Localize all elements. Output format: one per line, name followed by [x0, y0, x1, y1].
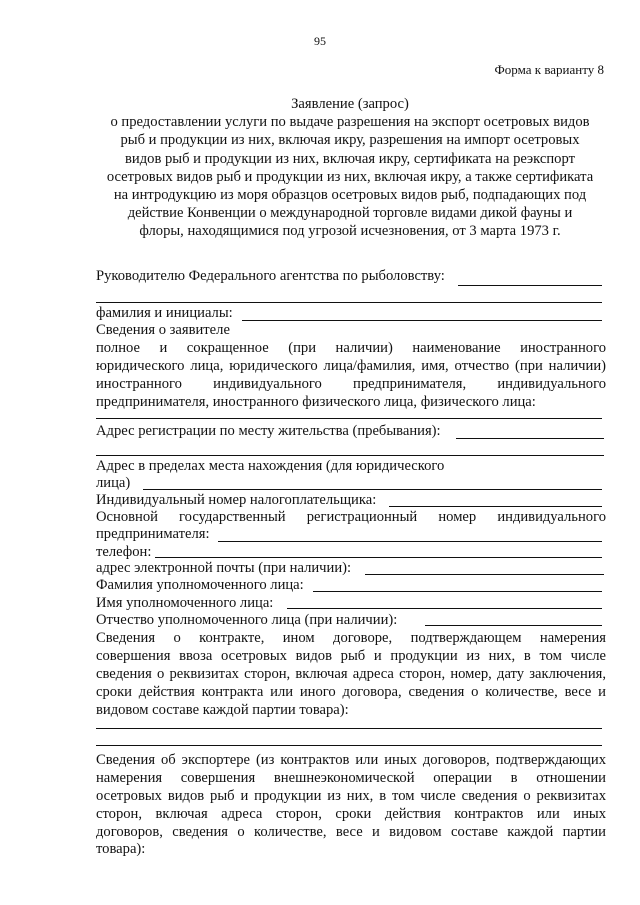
phone-label: телефон: — [96, 544, 152, 560]
title-line: осетровых видов рыб и продукции из них, включая икру, а также сертификата — [106, 168, 594, 185]
document-title — [70, 95, 630, 241]
title-line: флоры, находящимися под угрозой исчезновения, от 3 марта 1973 г. — [139, 223, 561, 240]
email-label: адрес электронной почты (при наличии): — [96, 560, 352, 576]
contract-field[interactable] — [96, 728, 602, 729]
exporter-line: договоров, сведения о количестве, весе и видовом составе каждой партии — [96, 824, 606, 840]
location-address-label-cont: лица) — [96, 475, 131, 491]
rep-surname-field[interactable] — [313, 591, 602, 592]
location-address-label: Адрес в пределах места нахождения (для юридического — [96, 458, 445, 474]
applicant-desc-line: предпринимателя, иностранного физического лица, физического лица: — [96, 394, 536, 410]
title-line: Заявление (запрос) — [291, 96, 409, 112]
email-field[interactable] — [365, 574, 604, 575]
exporter-line: сторон, включая адреса сторон, сроки действия контрактов или иных — [96, 806, 606, 822]
exporter-line: товара): — [96, 841, 146, 857]
title-line: о предоставлении услуги по выдаче разрешения на экспорт осетровых видов — [110, 114, 590, 131]
fio-label: фамилия и инициалы: — [96, 305, 233, 321]
title-line: рыб и продукции из них, включая икру, разрешения на импорт осетровых — [120, 132, 580, 149]
exporter-line: осетровых видов рыб и продукции из них, в том числе сведения о реквизитах — [96, 788, 606, 804]
rep-patronymic-field[interactable] — [425, 625, 602, 626]
applicant-desc-line: юридического лица, юридического лица/фамилия, имя, отчество (при наличии) — [96, 358, 606, 374]
ogrnip-label-cont: предпринимателя: — [96, 526, 210, 542]
rep-patronymic-label: Отчество уполномоченного лица (при наличии): — [96, 612, 398, 628]
contract-field-continued[interactable] — [96, 745, 602, 746]
page-number: 95 — [314, 34, 326, 48]
applicant-desc-line: иностранного индивидуального предпринимателя, индивидуального — [96, 376, 606, 392]
contract-line: совершения ввоза осетровых видов рыб и продукции из них, в том числе — [96, 648, 606, 664]
contract-line: Сведения о контракте, ином договоре, подтверждающем намерения — [96, 630, 606, 646]
reg-address-field-continued[interactable] — [96, 455, 604, 456]
title-line: на интродукцию из моря образцов осетровых видов рыб, подпадающих под — [113, 187, 587, 204]
exporter-line: намерения совершения внешнеэкономической операции в отношении — [96, 770, 606, 786]
location-address-field[interactable] — [143, 489, 602, 490]
ogrnip-label: Основной государственный регистрационный номер индивидуального — [96, 509, 606, 525]
applicant-desc-line: полное и сокращенное (при наличии) наименование иностранного — [96, 340, 606, 356]
rep-name-label: Имя уполномоченного лица: — [96, 595, 274, 611]
contract-line: сроки действия контракта или иного договора, сведения о количестве, весе и — [96, 684, 606, 700]
agency-head-label: Руководителю Федерального агентства по рыболовству: — [96, 268, 445, 284]
rep-name-field[interactable] — [287, 608, 602, 609]
fio-field[interactable] — [242, 320, 602, 321]
agency-head-field[interactable] — [458, 285, 602, 286]
reg-address-field[interactable] — [456, 438, 604, 439]
ogrnip-field[interactable] — [218, 541, 602, 542]
contract-line: сведения о реквизитах сторон, включая адреса сторон, номер, дату заключения, — [96, 666, 606, 682]
title-line: действие Конвенции о международной торговле видами дикой фауны и — [127, 205, 573, 222]
agency-head-field-continued[interactable] — [96, 302, 602, 303]
applicant-field[interactable] — [96, 418, 602, 419]
inn-label: Индивидуальный номер налогоплательщика: — [96, 492, 377, 508]
exporter-line: Сведения об экспортере (из контрактов или иных договоров, подтверждающих — [96, 752, 606, 768]
reg-address-label: Адрес регистрации по месту жительства (пребывания): — [96, 423, 441, 439]
title-line: видов рыб и продукции из них, включая икру, сертификата на реэкспорт — [125, 150, 575, 167]
applicant-heading: Сведения о заявителе — [96, 322, 230, 338]
inn-field[interactable] — [389, 506, 602, 507]
rep-surname-label: Фамилия уполномоченного лица: — [96, 577, 304, 593]
phone-field[interactable] — [155, 557, 602, 558]
contract-line: видовом составе каждой партии товара): — [96, 702, 349, 718]
form-variant-label: Форма к варианту 8 — [494, 62, 604, 77]
